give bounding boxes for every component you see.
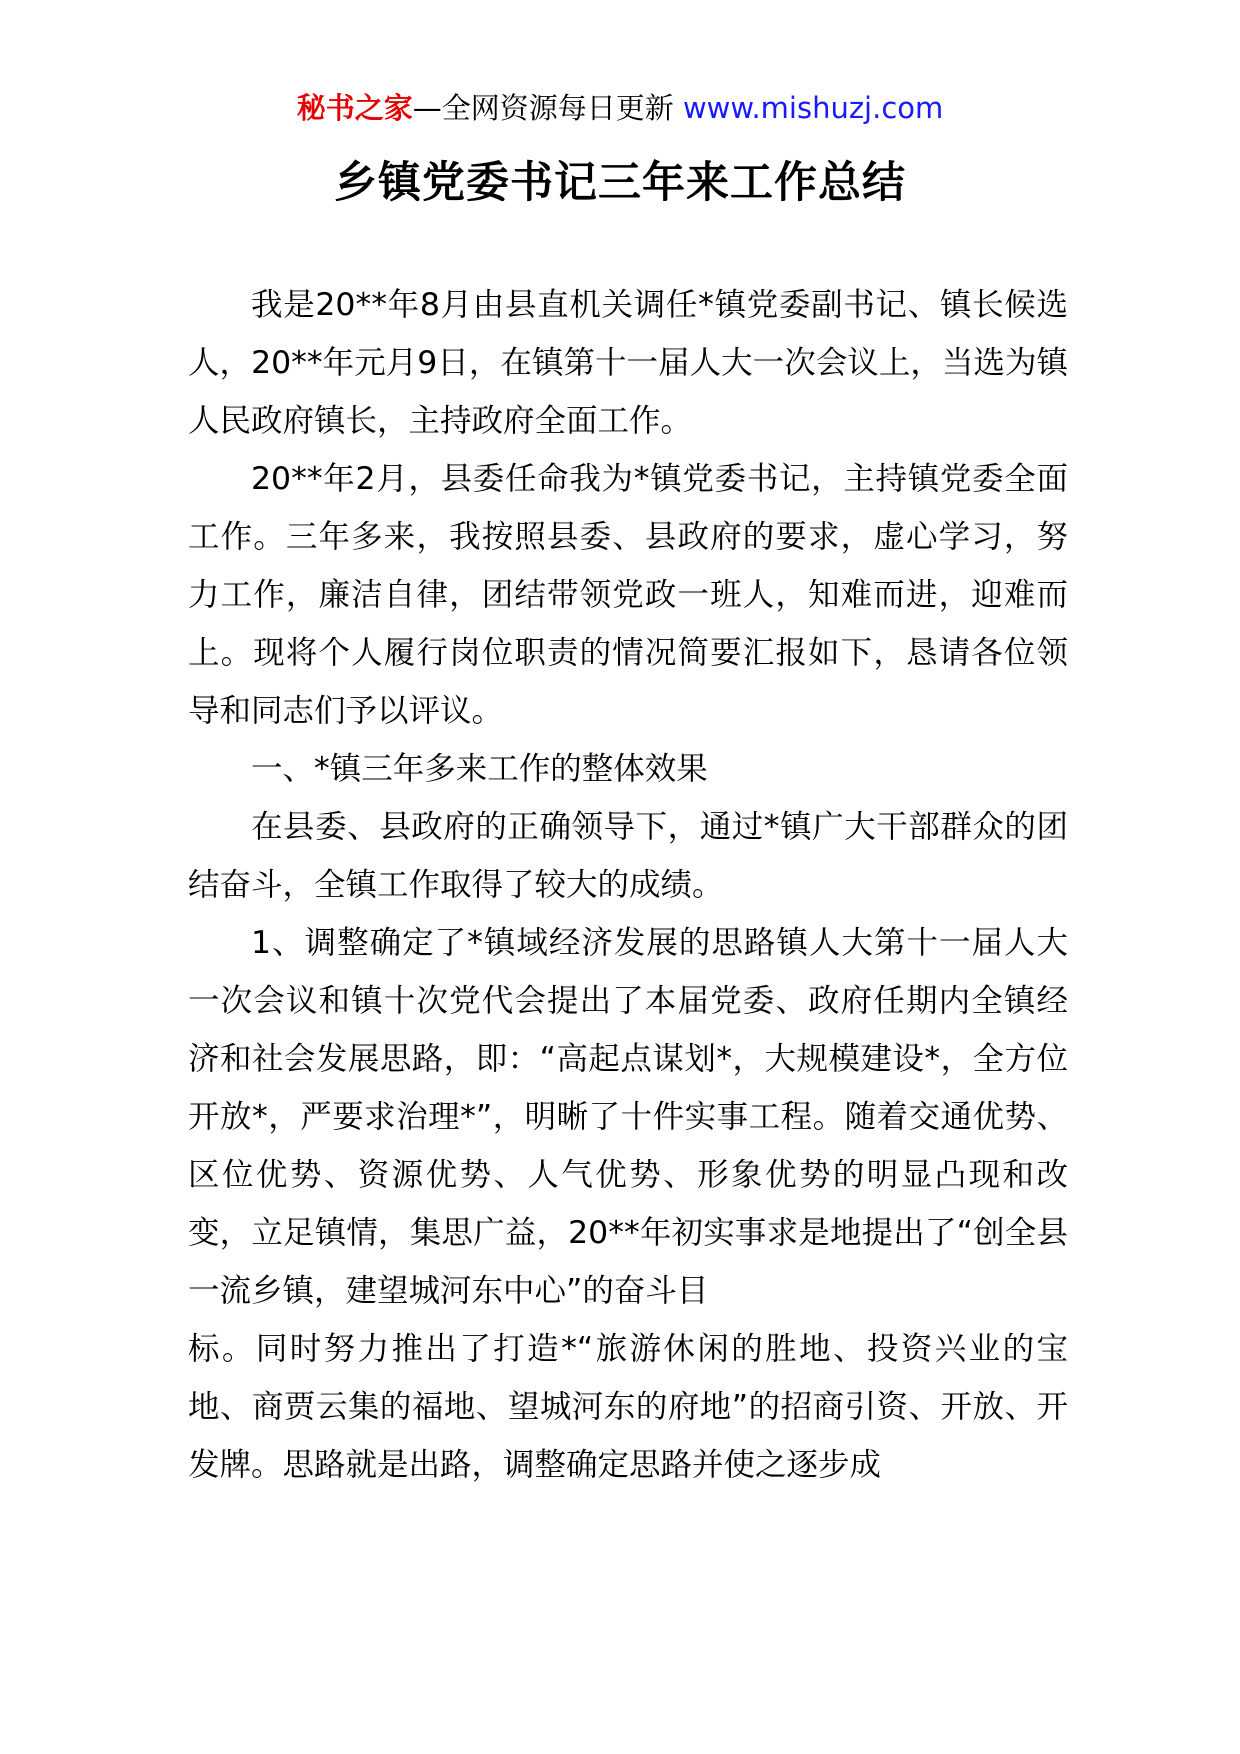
- paragraph-appointment: 20**年2月，县委任命我为*镇党委书记，主持镇党委全面工作。三年多来，我按照县委、县政府的要求，虚心学习，努力工作，廉洁自律，团结带领党政一班人，知难而进，迎难而上。现将个人履行岗位职责的情况简要汇报如下，恳请各位领导和同志们予以评议。: [188, 461, 1068, 729]
- document-body: [188, 276, 1068, 1494]
- paragraph-intro: 我是20**年8月由县直机关调任*镇党委副书记、镇长候选人，20**年元月9日，在镇第十一届人大一次会议上，当选为镇人民政府镇长，主持政府全面工作。: [188, 287, 1068, 439]
- paragraph-item-1: 1、调整确定了*镇域经济发展的思路镇人大第十一届人大一次会议和镇十次党代会提出了本届党委、政府任期内全镇经济和社会发展思路，即：“高起点谋划*，大规模建设*，全方位开放*，严要求治理*”，明晰了十件实事工程。随着交通优势、区位优势、资源优势、人气优势、形象优势的明显凸现和改变，立足镇情，集思广益，20**年初实事求是地提出了“创全县一流乡镇，建望城河东中心”的奋斗目: [188, 925, 1068, 1309]
- document-title: 乡镇党委书记三年来工作总结: [334, 158, 906, 208]
- site-brand: 秘书之家: [296, 91, 413, 125]
- section-heading-1: 一、*镇三年多来工作的整体效果: [251, 751, 708, 787]
- site-url-link[interactable]: www.mishuzj.com: [682, 91, 944, 125]
- paragraph-item-1-continued: 标。同时努力推出了打造*“旅游休闲的胜地、投资兴业的宝地、商贾云集的福地、望城河东的府地”的招商引资、开放、开发牌。思路就是出路，调整确定思路并使之逐步成: [188, 1331, 1068, 1483]
- site-tagline: —全网资源每日更新: [412, 91, 674, 125]
- site-header: [0, 88, 1240, 128]
- paragraph-overview: 在县委、县政府的正确领导下，通过*镇广大干部群众的团结奋斗，全镇工作取得了较大的成绩。: [188, 809, 1068, 903]
